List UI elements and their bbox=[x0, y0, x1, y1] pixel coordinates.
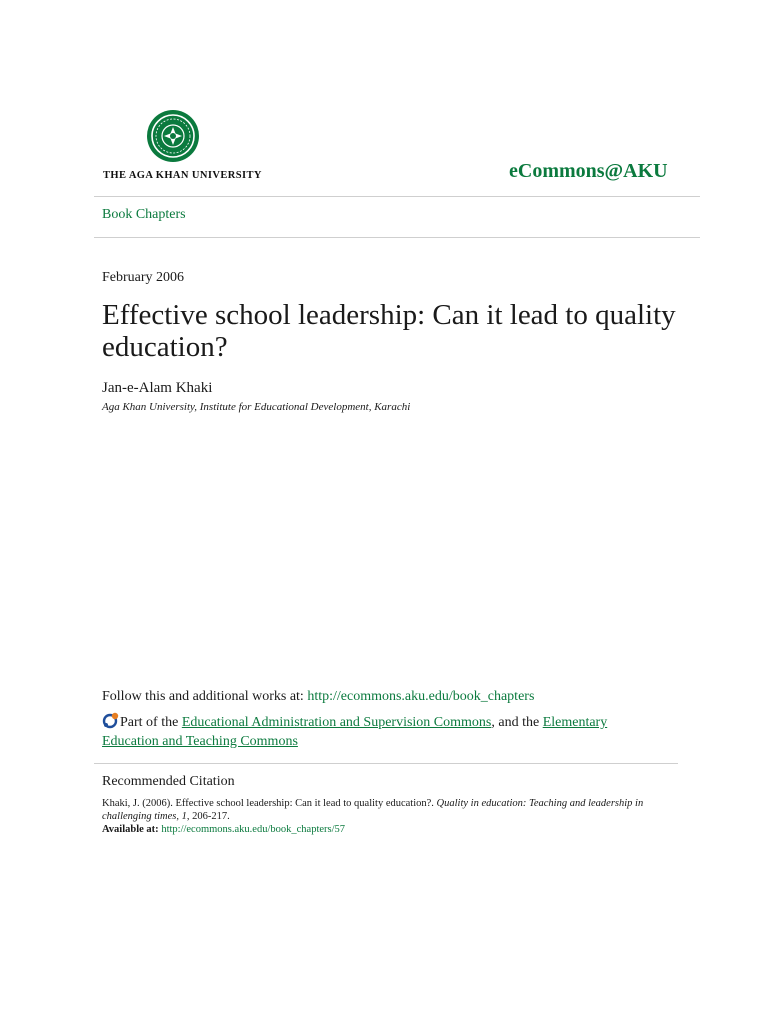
citation-source: Quality in education: Teaching and leadership in challenging times, bbox=[102, 798, 644, 822]
citation-volume: 1 bbox=[181, 811, 187, 822]
collection-link[interactable]: Book Chapters bbox=[102, 207, 186, 222]
follow-line bbox=[102, 689, 534, 705]
document-title: Effective school leadership: Can it lead to quality education? bbox=[102, 299, 676, 363]
recommended-citation-heading: Recommended Citation bbox=[102, 774, 235, 789]
publication-date: February 2006 bbox=[102, 270, 185, 285]
header-divider bbox=[94, 196, 700, 197]
follow-label: Follow this and additional works at: bbox=[102, 689, 304, 704]
author-name: Jan-e-Alam Khaki bbox=[102, 380, 213, 396]
author-affiliation: Aga Khan University, Institute for Educational Development, Karachi bbox=[102, 401, 411, 413]
citation-pages: , 206-217. bbox=[186, 811, 230, 822]
ecommons-brand[interactable]: eCommons@AKU bbox=[509, 160, 668, 182]
available-at-label: Available at: bbox=[102, 824, 159, 835]
network-commons-icon bbox=[102, 712, 120, 729]
part-of-line bbox=[102, 712, 642, 751]
citation-block bbox=[102, 797, 662, 836]
collection-url-link[interactable]: http://ecommons.aku.edu/book_chapters bbox=[307, 689, 535, 704]
citation-url-link[interactable]: http://ecommons.aku.edu/book_chapters/57 bbox=[161, 824, 346, 835]
commons-link-educational-administration[interactable]: Educational Administration and Supervision Commons bbox=[181, 715, 492, 730]
commons-link-elementary-education[interactable]: Elementary Education and Teaching Commons bbox=[102, 715, 608, 749]
university-name: THE AGA KHAN UNIVERSITY bbox=[103, 170, 262, 181]
part-of-connector: , and the bbox=[491, 715, 540, 730]
citation-text: Khaki, J. (2006). Effective school leadership: Can it lead to quality education?. bbox=[102, 798, 434, 809]
part-of-prefix: Part of the bbox=[120, 715, 179, 730]
citation-divider bbox=[94, 763, 678, 764]
aku-seal-icon bbox=[146, 109, 200, 163]
collection-divider bbox=[94, 237, 700, 238]
